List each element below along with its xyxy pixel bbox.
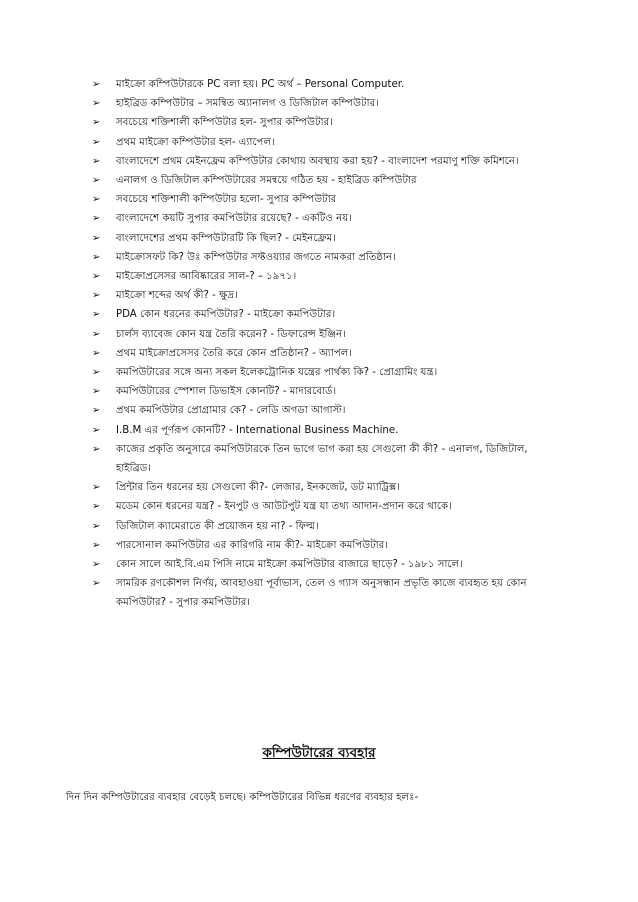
question-answer-list: [92, 75, 544, 613]
list-item-text: বাংলাদেশের প্রথম কম্পিউটারটি কি ছিল? - মেইনফ্রেম।: [116, 232, 336, 244]
list-item-text: হাইব্রিড কম্পিউটার – সমন্বিত অ্যানালগ ও ডিজিটাল কম্পিউটার।: [116, 98, 379, 110]
list-item-text: কমপিউটারের স্পেশাল ডিভাইস কোনটি? - মাদারবোর্ড।: [116, 386, 337, 398]
section-title: কম্পিউটারের ব্যবহার: [262, 745, 376, 761]
list-item-text: এনালগ ও ডিজিটাল কম্পিউটারের সমন্বয়ে গঠিত হয় - হাইব্রিড কম্পিউটার: [116, 175, 417, 187]
list-item-text: কমপিউটারের সঙ্গে অন্য সকল ইলেকট্রোনিক যন্ত্রের পার্থক্য কি? - প্রোগ্রামিং যন্ত্র।: [116, 367, 438, 379]
list-item: [92, 440, 544, 478]
list-item-text: মাইক্রো শব্দের অর্থ কী? - ক্ষুদ্র।: [116, 290, 238, 302]
arrow-bullet-icon: ➢: [92, 328, 101, 340]
list-item-text: মাইক্রোপ্রসেসর আবিষ্কারের সাল-? – ১৯৭১।: [116, 271, 297, 283]
list-item: [92, 517, 544, 536]
arrow-bullet-icon: ➢: [92, 386, 101, 398]
list-item-text: সবচেয়ে শক্তিশালী কম্পিউটার হল- সুপার কম্পিউটার।: [116, 117, 333, 129]
arrow-bullet-icon: ➢: [92, 98, 101, 110]
arrow-bullet-icon: ➢: [92, 482, 101, 494]
arrow-bullet-icon: ➢: [92, 367, 101, 379]
arrow-bullet-icon: ➢: [92, 290, 101, 302]
arrow-bullet-icon: ➢: [92, 194, 101, 206]
list-item-text: কোন সালে আই.বি.এম পিসি নামে মাইক্রো কমপিউটার বাজারে ছাড়ে? - ১৯৮১ সালে।: [116, 559, 463, 571]
list-item: [92, 267, 544, 286]
list-item: [92, 574, 544, 612]
arrow-bullet-icon: ➢: [92, 559, 101, 571]
list-item: [92, 363, 544, 382]
list-item: [92, 344, 544, 363]
list-item-text: সবচেয়ে শক্তিশালী কম্পিউটার হলো- সুপার কম্পিউটার: [116, 194, 337, 206]
list-item: [92, 421, 544, 440]
arrow-bullet-icon: ➢: [92, 539, 101, 551]
list-item: [92, 94, 544, 113]
list-item: [92, 478, 544, 497]
arrow-bullet-icon: ➢: [92, 578, 101, 590]
list-item-text: বাংলাদেশে কয়টি সুপার কমপিউটার রয়েছে? - একটিও নয়।: [116, 213, 352, 225]
list-item: [92, 325, 544, 344]
list-item: [92, 555, 544, 574]
list-item: [92, 190, 544, 209]
list-item-text: প্রথম কমপিউটার প্রোগ্রামার কে? - লেডি অগডা আগাস্ট।: [116, 405, 346, 417]
list-item-text: প্রিন্টার তিন ধরনের হয় সেগুলো কী?- লেজার, ইনকজেট, ডট ম্যাট্রিক্স।: [116, 482, 401, 494]
list-item: [92, 229, 544, 248]
list-item-text: সামরিক রণকৌশল নির্ণয়, আবহাওয়া পূর্বাভাস, তেল ও গ্যাস অনুসন্ধান প্রভৃতি কাজে ব্যবহৃত হয় কোন কমপিউটার? - সুপার কমপিউটার।: [116, 578, 527, 609]
list-item: [92, 401, 544, 420]
list-item: [92, 209, 544, 228]
arrow-bullet-icon: ➢: [92, 251, 101, 263]
list-item-text: প্রথম মাইক্রোপ্রসেসর তৈরি করে কোন প্রতিষ্ঠান? - অ্যাপল।: [116, 347, 352, 359]
arrow-bullet-icon: ➢: [92, 232, 101, 244]
list-item-text: ডিজিটাল ক্যামেরাতে কী প্রয়োজন হয় না? - ফিল্ম।: [116, 520, 319, 532]
list-item-text: চার্লস ব্যাবেজ কোন যন্ত্র তৈরি করেন? - ডিফারেন্স ইঞ্জিন।: [116, 328, 346, 340]
list-item-text: মাইক্রোসফট কি? উঃ কম্পিউটার সফ্টওয়্যার জগতে নামকরা প্রতিষ্ঠান।: [116, 251, 396, 263]
list-item: [92, 248, 544, 267]
list-item: [92, 497, 544, 516]
arrow-bullet-icon: ➢: [92, 501, 101, 513]
list-item: [92, 75, 544, 94]
list-item: [92, 152, 544, 171]
list-item: [92, 113, 544, 132]
list-item-text: পারসোনাল কমপিউটার এর কারিগরি নাম কী?- মাইক্রো কমপিউটার।: [116, 539, 388, 551]
list-item: [92, 286, 544, 305]
intro-paragraph: দিন দিন কম্পিউটারের ব্যবহার বেড়েই চলছে। কম্পিউটারের বিভিন্ন ধরণের ব্যবহার হলঃ-: [66, 792, 419, 803]
list-item-text: মডেম কোন ধরনের যন্ত্র? - ইনপুট ও আউটপুট যন্ত্র যা তথ্য আদান-প্রদান করে থাকে।: [116, 501, 452, 513]
arrow-bullet-icon: ➢: [92, 136, 101, 148]
arrow-bullet-icon: ➢: [92, 155, 101, 167]
list-item: [92, 382, 544, 401]
list-item-text: বাংলাদেশে প্রথম মেইনফ্রেম কম্পিউটার কোথায় অবস্থায় করা হয়? - বাংলাদেশ পরমাণু শক্তি কমিশনে।: [116, 155, 519, 167]
list-item-text: PDA কোন ধরনের কমপিউটার? - মাইক্রো কমপিউটার।: [116, 309, 336, 321]
arrow-bullet-icon: ➢: [92, 347, 101, 359]
arrow-bullet-icon: ➢: [92, 117, 101, 129]
list-item-text: মাইক্রো কম্পিউটারকে PC বলা হয়। PC অর্থ – Personal Computer.: [116, 79, 405, 90]
list-item-text: কাজের প্রকৃতি অনুসারে কমপিউটারকে তিন ভাগে ভাগ করা হয় সেগুলো কী কী? - এনালগ, ডিজিটাল, হাইব্রিড।: [116, 443, 528, 475]
arrow-bullet-icon: ➢: [92, 213, 101, 225]
arrow-bullet-icon: ➢: [92, 424, 101, 436]
arrow-bullet-icon: ➢: [92, 443, 101, 455]
arrow-bullet-icon: ➢: [92, 271, 101, 283]
arrow-bullet-icon: ➢: [92, 175, 101, 187]
arrow-bullet-icon: ➢: [92, 520, 101, 532]
list-item: [92, 536, 544, 555]
list-item: [92, 133, 544, 152]
arrow-bullet-icon: ➢: [92, 405, 101, 417]
list-item-text: প্রথম মাইক্রো কম্পিউটার হল- এ্যাপেল।: [116, 136, 275, 148]
list-item: [92, 171, 544, 190]
arrow-bullet-icon: ➢: [92, 309, 101, 321]
arrow-bullet-icon: ➢: [92, 79, 101, 90]
list-item: [92, 305, 544, 324]
list-item-text: I.B.M এর পূর্ণরূপ কোনটি? - International Business Machine.: [116, 424, 399, 436]
